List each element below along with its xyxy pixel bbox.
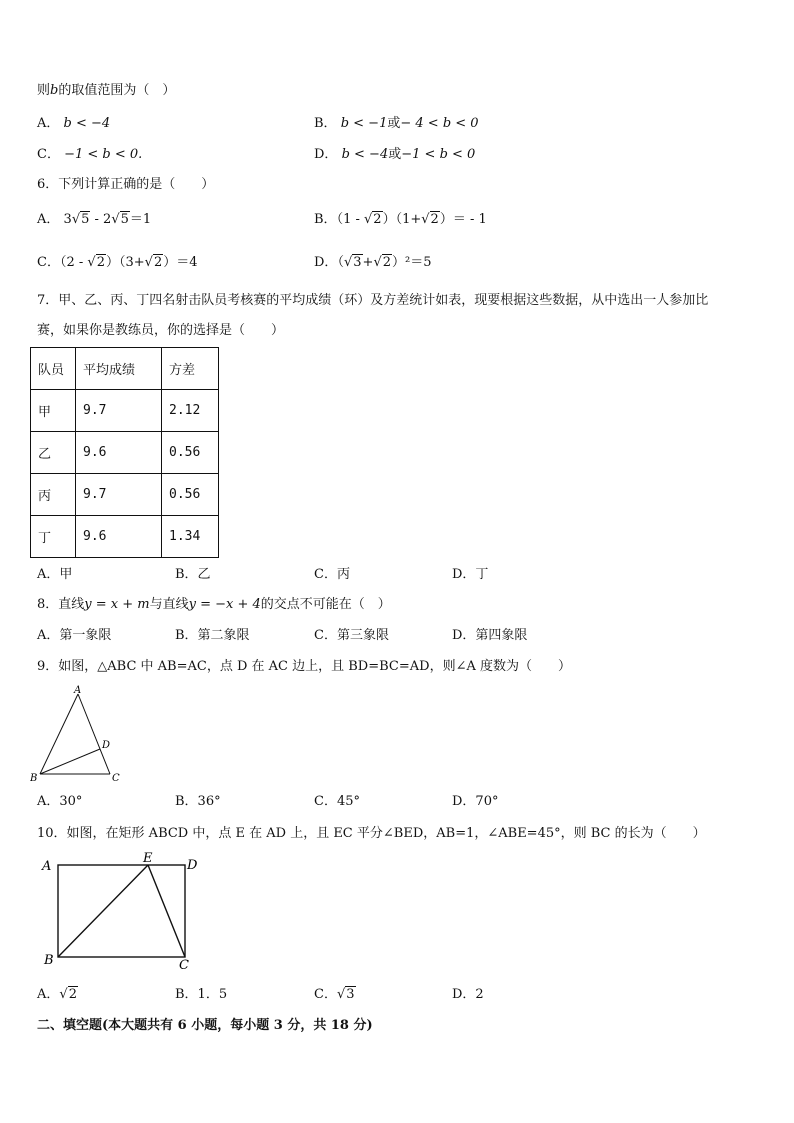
table-cell: 1.34 <box>162 516 219 558</box>
table-cell: 9.7 <box>76 390 162 432</box>
table-row <box>31 390 219 432</box>
q9-label-b: B <box>30 773 38 784</box>
section-heading-fill-blank: 二、填空题(本大题共有 6 小题，每小题 3 分，共 18 分) <box>37 1018 373 1033</box>
sqrt-symbol: √2 <box>87 255 105 270</box>
sqrt-symbol: √2 <box>364 212 382 227</box>
q10-label-a: A <box>42 859 52 874</box>
table-header-cell: 方差 <box>162 348 219 390</box>
q9-label-a: A <box>74 685 82 696</box>
q6-option-d[interactable]: D．（√3+√2）²＝5 <box>314 255 432 270</box>
table-cell: 9.6 <box>76 516 162 558</box>
sqrt-symbol: √2 <box>59 987 77 1002</box>
q10-segment-ec <box>148 865 185 957</box>
q8-option-a[interactable]: A．第一象限 <box>37 628 112 643</box>
q8-option-d[interactable]: D．第四象限 <box>452 628 528 643</box>
sqrt-symbol: √2 <box>373 255 392 270</box>
sqrt-symbol: √3 <box>336 987 355 1002</box>
q6-option-b[interactable]: B．（1 - √2）（1+√2）＝ - 1 <box>314 212 487 227</box>
q9-option-c[interactable]: C．45° <box>314 794 360 809</box>
q8-option-b[interactable]: B．第二象限 <box>175 628 250 643</box>
q9-label-d: D <box>102 740 111 751</box>
q7-stats-table <box>30 347 219 558</box>
table-cell: 乙 <box>31 432 76 474</box>
q10-option-d[interactable]: D．2 <box>452 987 484 1002</box>
q9-edge-ac <box>78 694 110 774</box>
table-row <box>31 432 219 474</box>
q10-stem: 10．如图，在矩形 ABCD 中，点 E 在 AD 上，且 EC 平分∠BED，AB=1，∠ABE=45°，则 BC 的长为（ ） <box>37 826 706 841</box>
q5-option-b[interactable]: B． b < −1或− 4 < b < 0 <box>314 116 479 131</box>
table-cell: 丙 <box>31 474 76 516</box>
q10-option-c[interactable]: C．√3 <box>314 987 355 1002</box>
q5-option-d[interactable]: D． b < −4或−1 < b < 0 <box>314 147 476 162</box>
table-row <box>31 474 219 516</box>
q7-option-c[interactable]: C．丙 <box>314 567 350 582</box>
table-cell: 9.6 <box>76 432 162 474</box>
sqrt-symbol: √5 <box>71 212 90 227</box>
table-cell: 2.12 <box>162 390 219 432</box>
table-header-row <box>31 348 219 390</box>
q7-stem-line1: 7．甲、乙、丙、丁四名射击队员考核赛的平均成绩（环）及方差统计如表，现要根据这些数据，从中选出一人参加比 <box>37 293 709 308</box>
table-cell: 9.7 <box>76 474 162 516</box>
q10-option-b[interactable]: B．1．5 <box>175 987 228 1002</box>
q10-option-a[interactable]: A．√2 <box>37 987 77 1002</box>
q7-option-d[interactable]: D．丁 <box>452 567 489 582</box>
sqrt-symbol: √2 <box>421 212 439 227</box>
q9-option-a[interactable]: A．30° <box>37 794 83 809</box>
table-header-cell: 平均成绩 <box>76 348 162 390</box>
q7-stem-line2: 赛，如果你是教练员，你的选择是（ ） <box>37 323 285 338</box>
q7-option-a[interactable]: A．甲 <box>37 567 73 582</box>
q6-stem: 6．下列计算正确的是（ ） <box>37 177 215 192</box>
q9-option-b[interactable]: B．36° <box>175 794 221 809</box>
table-cell: 0.56 <box>162 432 219 474</box>
q6-option-a[interactable]: A． 3√5 - 2√5＝1 <box>37 212 152 227</box>
sqrt-symbol: √5 <box>111 212 129 227</box>
sqrt-symbol: √2 <box>144 255 163 270</box>
q10-rectangle-figure <box>36 850 206 972</box>
q10-label-e: E <box>143 851 153 866</box>
table-header-cell: 队员 <box>31 348 76 390</box>
q9-option-d[interactable]: D．70° <box>452 794 499 809</box>
q9-edge-ab <box>40 694 78 774</box>
q10-label-d: D <box>187 858 198 873</box>
table-cell: 甲 <box>31 390 76 432</box>
table-cell: 0.56 <box>162 474 219 516</box>
q9-triangle-figure <box>30 684 130 784</box>
table-cell: 丁 <box>31 516 76 558</box>
q7-option-b[interactable]: B．乙 <box>175 567 211 582</box>
q9-edge-bd <box>40 749 100 774</box>
q5-option-c[interactable]: C． −1 < b < 0. <box>37 147 143 162</box>
q6-option-c[interactable]: C．（2 - √2）（3+√2）＝4 <box>37 255 198 270</box>
q10-label-b: B <box>44 953 54 968</box>
q5-option-a[interactable]: A． b < −4 <box>37 116 111 131</box>
q10-segment-be <box>58 865 148 957</box>
q8-stem: 8．直线y = x + m与直线y = −x + 4的交点不可能在（ ） <box>37 597 391 612</box>
q8-option-c[interactable]: C．第三象限 <box>314 628 389 643</box>
q5-stem: 则b的取值范围为（ ） <box>37 83 176 98</box>
q9-label-c: C <box>112 773 120 784</box>
sqrt-symbol: √3 <box>343 255 362 270</box>
q10-label-c: C <box>179 958 189 972</box>
q9-stem: 9．如图，△ABC 中 AB=AC，点 D 在 AC 边上，且 BD=BC=AD，则∠A 度数为（ ） <box>37 659 571 674</box>
table-row <box>31 516 219 558</box>
